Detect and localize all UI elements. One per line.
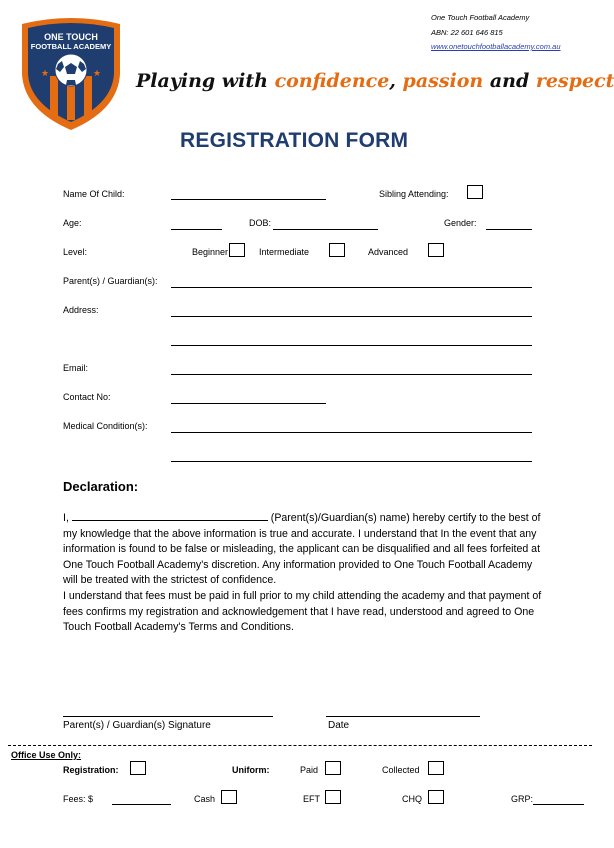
paid-label: Paid <box>300 765 319 775</box>
registration-label: Registration: <box>63 765 119 775</box>
academy-logo <box>18 14 124 132</box>
svg-text:★: ★ <box>40 68 50 78</box>
registration-checkbox[interactable] <box>130 761 146 775</box>
address-field-line1[interactable] <box>171 316 532 317</box>
office-use-heading: Office Use Only: <box>11 750 82 760</box>
signature-label: Parent(s) / Guardian(s) Signature <box>63 720 211 731</box>
dob-label: DOB: <box>249 218 272 228</box>
gender-label: Gender: <box>444 218 477 228</box>
declaration-paragraph-1: (Parent(s)/Guardian(s) name) hereby certify to the best of my knowledge that the above information is true and accurate. I understand that In the event that any information is found to be false or misleading, the applicant can be disqualified and all fees forfeited at One Touch Football Academy's discretion. Any information provided to One Touch Football Academy will be treated with the strictest of confidence. <box>63 512 541 587</box>
signature-field[interactable] <box>63 716 273 717</box>
declaration-heading: Declaration: <box>63 479 139 494</box>
intermediate-label: Intermediate <box>259 247 310 257</box>
tagline-part2: , <box>389 70 403 92</box>
date-field[interactable] <box>326 716 480 717</box>
fees-field[interactable] <box>112 804 171 805</box>
medical-field-line1[interactable] <box>171 432 532 433</box>
tagline-passion: passion <box>402 70 484 92</box>
tagline-part1: Playing with <box>136 70 275 92</box>
sibling-attending-label: Sibling Attending: <box>379 189 449 199</box>
contact-label: Contact No: <box>63 392 111 402</box>
chq-checkbox[interactable] <box>428 790 444 804</box>
cash-checkbox[interactable] <box>221 790 237 804</box>
declaration-name-field[interactable] <box>72 510 268 521</box>
chq-label: CHQ <box>402 794 422 804</box>
gender-field[interactable] <box>486 229 532 230</box>
tagline <box>136 70 614 92</box>
sibling-attending-checkbox[interactable] <box>467 185 483 199</box>
org-abn: ABN: 22 601 646 815 <box>431 28 503 37</box>
office-divider <box>8 745 592 746</box>
email-label: Email: <box>63 363 89 373</box>
level-label: Level: <box>63 247 88 257</box>
org-website-link[interactable]: www.onetouchfootballacademy.com.au <box>431 42 561 51</box>
declaration-prefix: I, <box>63 512 69 524</box>
tagline-respect: respect <box>535 70 614 92</box>
cash-label: Cash <box>194 794 216 804</box>
intermediate-checkbox[interactable] <box>329 243 345 257</box>
age-field[interactable] <box>171 229 222 230</box>
logo-text-line2: FOOTBALL ACADEMY <box>30 42 112 51</box>
contact-field[interactable] <box>171 403 326 404</box>
advanced-label: Advanced <box>368 247 409 257</box>
name-of-child-label: Name Of Child: <box>63 189 125 199</box>
svg-text:★: ★ <box>92 68 102 78</box>
dob-field[interactable] <box>273 229 378 230</box>
email-field[interactable] <box>171 374 532 375</box>
medical-field-line2[interactable] <box>171 461 532 462</box>
tagline-part3: and <box>483 70 536 92</box>
parents-field[interactable] <box>171 287 532 288</box>
collected-checkbox[interactable] <box>428 761 444 775</box>
address-label: Address: <box>63 305 99 315</box>
declaration-text <box>63 510 543 636</box>
beginner-checkbox[interactable] <box>229 243 245 257</box>
grp-field[interactable] <box>533 804 584 805</box>
fees-label: Fees: $ <box>63 794 94 804</box>
tagline-confidence: confidence <box>274 70 390 92</box>
form-title: REGISTRATION FORM <box>180 129 409 152</box>
grp-label: GRP: <box>511 794 534 804</box>
date-label: Date <box>328 720 350 731</box>
uniform-label: Uniform: <box>232 765 270 775</box>
eft-label: EFT <box>303 794 320 804</box>
parents-label: Parent(s) / Guardian(s): <box>63 276 158 286</box>
name-of-child-field[interactable] <box>171 199 326 200</box>
eft-checkbox[interactable] <box>325 790 341 804</box>
beginner-label: Beginner <box>192 247 229 257</box>
paid-checkbox[interactable] <box>325 761 341 775</box>
advanced-checkbox[interactable] <box>428 243 444 257</box>
logo-text-line1: ONE TOUCH <box>44 32 98 42</box>
address-field-line2[interactable] <box>171 345 532 346</box>
declaration-paragraph-2: I understand that fees must be paid in full prior to my child attending the academy and that payment of fees confirms my registration and acknowledgement that I have read, understood and agreed to One Touch Football Academy's Terms and Conditions. <box>63 589 542 634</box>
org-name: One Touch Football Academy <box>431 13 530 22</box>
collected-label: Collected <box>382 765 420 775</box>
age-label: Age: <box>63 218 82 228</box>
medical-label: Medical Condition(s): <box>63 421 148 431</box>
